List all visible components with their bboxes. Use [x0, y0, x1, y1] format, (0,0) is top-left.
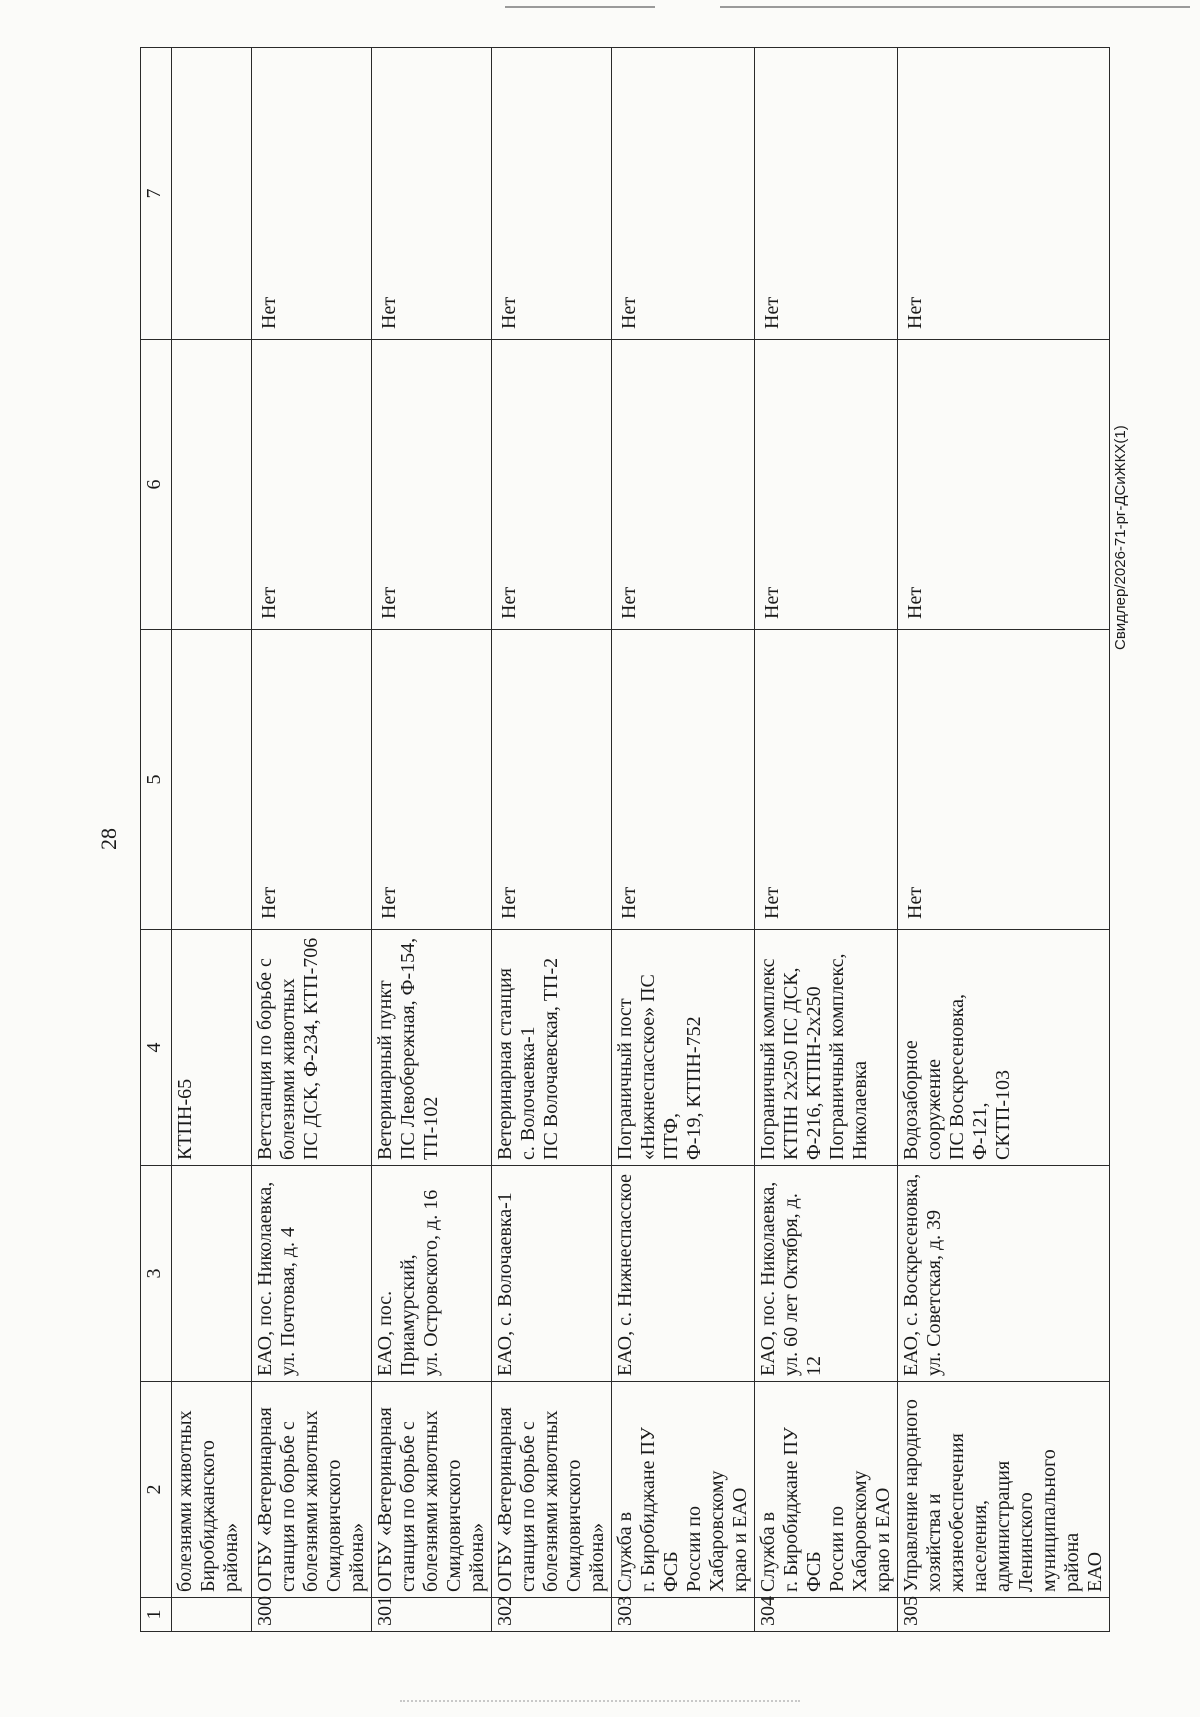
col7-cell: Нет	[612, 48, 755, 340]
row-number: 300	[252, 1598, 372, 1632]
address-cell: ЕАО, с. Воскресеновка, ул. Советская, д. 39	[898, 1166, 1110, 1382]
col6-cell: Нет	[898, 340, 1110, 630]
organization-cell: болезнями животных Биробиджанского района»	[172, 1382, 252, 1598]
col7-cell	[172, 48, 252, 340]
table-row	[755, 48, 898, 1632]
address-cell: ЕАО, с. Волочаевка-1	[492, 1166, 612, 1382]
organization-cell: Управление народного хозяйства и жизнеобеспечения населения, администрация Ленинского муниципального района ЕАО	[898, 1382, 1110, 1598]
organization-cell: ОГБУ «Ветеринарная станция по борьбе с болезнями животных Смидовичского района»	[492, 1382, 612, 1598]
header-cell: 2	[141, 1382, 172, 1598]
table-row	[172, 48, 252, 1632]
col5-cell: Нет	[612, 630, 755, 930]
header-cell: 1	[141, 1598, 172, 1632]
organization-cell: Служба в г. Биробиджане ПУ ФСБ России по Хабаровскому краю и ЕАО	[612, 1382, 755, 1598]
object-cell: КТПН-65	[172, 930, 252, 1166]
header-cell: 5	[141, 630, 172, 930]
address-cell: ЕАО, пос. Николаевка, ул. 60 лет Октября, д. 12	[755, 1166, 898, 1382]
col6-cell: Нет	[612, 340, 755, 630]
col5-cell: Нет	[252, 630, 372, 930]
col6-cell: Нет	[492, 340, 612, 630]
col5-cell: Нет	[898, 630, 1110, 930]
object-cell: Пограничный пост «Нижнеспасское» ПС ПТФ, Ф-19, КТПН-752	[612, 930, 755, 1166]
col6-cell: Нет	[372, 340, 492, 630]
col5-cell	[172, 630, 252, 930]
col6-cell: Нет	[755, 340, 898, 630]
organization-cell: ОГБУ «Ветеринарная станция по борьбе с болезнями животных Смидовичского района»	[252, 1382, 372, 1598]
table-row	[372, 48, 492, 1632]
col5-cell: Нет	[372, 630, 492, 930]
table-row	[492, 48, 612, 1632]
page-number: 28	[96, 828, 121, 850]
address-cell: ЕАО, пос. Приамурский, ул. Островского, д. 16	[372, 1166, 492, 1382]
address-cell: ЕАО, пос. Николаевка, ул. Почтовая, д. 4	[252, 1166, 372, 1382]
header-cell: 6	[141, 340, 172, 630]
scan-artifact	[400, 1700, 800, 1706]
table-frame	[140, 48, 1106, 1632]
header-cell: 3	[141, 1166, 172, 1382]
row-number: 304	[755, 1598, 898, 1632]
table-header-row	[141, 48, 172, 1632]
document-code-text: Свидлер/2026-71-рг-ДСиЖКХ(1)	[1112, 425, 1129, 650]
col6-cell: Нет	[252, 340, 372, 630]
row-number: 305	[898, 1598, 1110, 1632]
object-cell: Ветеринарная станция с. Волочаевка-1 ПС Волочаевская, ТП-2	[492, 930, 612, 1166]
row-number: 302	[492, 1598, 612, 1632]
table-row	[612, 48, 755, 1632]
top-edge-line	[505, 6, 655, 8]
row-number: 301	[372, 1598, 492, 1632]
table-row	[898, 48, 1110, 1632]
col7-cell: Нет	[755, 48, 898, 340]
header-cell: 7	[141, 48, 172, 340]
col5-cell: Нет	[492, 630, 612, 930]
organization-cell: Служба в г. Биробиджане ПУ ФСБ России по Хабаровскому краю и ЕАО	[755, 1382, 898, 1598]
rotated-table-wrapper	[140, 48, 1106, 1632]
col6-cell	[172, 340, 252, 630]
organization-cell: ОГБУ «Ветеринарная станция по борьбе с болезнями животных Смидовичского района»	[372, 1382, 492, 1598]
object-cell: Ветеринарный пункт ПС Левобережная, Ф-154, ТП-102	[372, 930, 492, 1166]
table-row	[252, 48, 372, 1632]
object-cell: Водозаборное сооружение ПС Воскресеновка, Ф-121, СКТП-103	[898, 930, 1110, 1166]
address-cell: ЕАО, с. Нижнеспасское	[612, 1166, 755, 1382]
col5-cell: Нет	[755, 630, 898, 930]
col7-cell: Нет	[898, 48, 1110, 340]
col7-cell: Нет	[252, 48, 372, 340]
object-cell: Пограничный комплекс КТПН 2х250 ПС ДСК, Ф-216, КТПН-2х250 Пограничный комплекс, Николаевка	[755, 930, 898, 1166]
col7-cell: Нет	[492, 48, 612, 340]
object-cell: Ветстанция по борьбе с болезнями животных ПС ДСК, Ф-234, КТП-706	[252, 930, 372, 1166]
top-edge-line	[720, 6, 1190, 8]
row-number: 303	[612, 1598, 755, 1632]
header-cell: 4	[141, 930, 172, 1166]
address-cell	[172, 1166, 252, 1382]
row-number	[172, 1598, 252, 1632]
col7-cell: Нет	[372, 48, 492, 340]
data-table	[140, 47, 1110, 1632]
